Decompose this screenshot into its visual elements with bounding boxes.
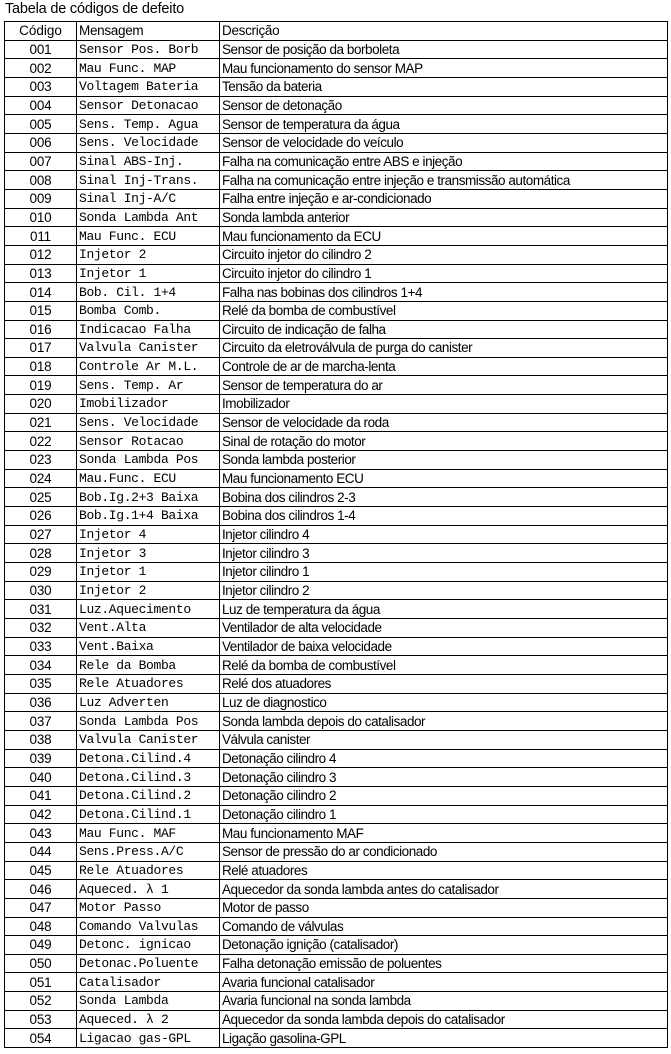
cell-message: Sinal Inj-A/C: [77, 189, 220, 208]
cell-code: 011: [5, 227, 77, 246]
table-row: [5, 786, 668, 805]
table-row: [5, 544, 668, 563]
table-row: [5, 376, 668, 395]
table-row: [5, 451, 668, 470]
cell-message: Catalisador: [77, 973, 220, 992]
table-row: [5, 824, 668, 843]
header-description: Descrição: [220, 22, 668, 41]
cell-code: 010: [5, 208, 77, 227]
table-row: [5, 432, 668, 451]
cell-code: 054: [5, 1029, 77, 1048]
cell-code: 025: [5, 488, 77, 507]
cell-code: 021: [5, 413, 77, 432]
cell-message: Detona.Cilind.3: [77, 768, 220, 787]
cell-code: 043: [5, 824, 77, 843]
table-row: [5, 395, 668, 414]
cell-code: 042: [5, 805, 77, 824]
cell-message: Imobilizador: [77, 395, 220, 414]
table-row: [5, 563, 668, 582]
table-row: [5, 413, 668, 432]
cell-code: 003: [5, 77, 77, 96]
cell-description: Sonda lambda depois do catalisador: [220, 712, 668, 731]
cell-description: Luz de diagnostico: [220, 693, 668, 712]
cell-code: 050: [5, 954, 77, 973]
cell-code: 047: [5, 898, 77, 917]
cell-message: Bob.Ig.2+3 Baixa: [77, 488, 220, 507]
cell-code: 026: [5, 507, 77, 526]
cell-code: 030: [5, 581, 77, 600]
cell-message: Injetor 1: [77, 264, 220, 283]
cell-description: Injetor cilindro 4: [220, 525, 668, 544]
table-row: [5, 749, 668, 768]
cell-description: Circuito da eletroválvula de purga do canister: [220, 339, 668, 358]
table-body: [5, 40, 668, 1047]
cell-code: 018: [5, 357, 77, 376]
cell-code: 005: [5, 115, 77, 134]
cell-message: Vent.Alta: [77, 619, 220, 638]
table-row: [5, 208, 668, 227]
cell-description: Sensor de temperatura do ar: [220, 376, 668, 395]
cell-description: Falha detonação emissão de poluentes: [220, 954, 668, 973]
table-row: [5, 600, 668, 619]
cell-description: Sonda lambda anterior: [220, 208, 668, 227]
table-row: [5, 77, 668, 96]
cell-message: Luz Adverten: [77, 693, 220, 712]
cell-description: Relé da bomba de combustível: [220, 656, 668, 675]
cell-code: 052: [5, 992, 77, 1011]
cell-description: Sensor de detonação: [220, 96, 668, 115]
cell-description: Detonação cilindro 2: [220, 786, 668, 805]
cell-description: Bobina dos cilindros 1-4: [220, 507, 668, 526]
cell-message: Sensor Rotacao: [77, 432, 220, 451]
table-row: [5, 301, 668, 320]
cell-message: Mau Func. ECU: [77, 227, 220, 246]
cell-description: Sonda lambda posterior: [220, 451, 668, 470]
cell-description: Detonação ignição (catalisador): [220, 936, 668, 955]
cell-message: Aqueced. λ 1: [77, 880, 220, 899]
cell-description: Sensor de pressão do ar condicionado: [220, 842, 668, 861]
cell-description: Ligação gasolina-GPL: [220, 1029, 668, 1048]
cell-description: Sensor de temperatura da água: [220, 115, 668, 134]
cell-message: Mau Func. MAF: [77, 824, 220, 843]
cell-description: Sensor de velocidade do veículo: [220, 133, 668, 152]
cell-message: Mau Func. MAP: [77, 59, 220, 78]
table-row: [5, 619, 668, 638]
cell-description: Relé atuadores: [220, 861, 668, 880]
table-row: [5, 96, 668, 115]
cell-code: 032: [5, 619, 77, 638]
cell-description: Falha entre injeção e ar-condicionado: [220, 189, 668, 208]
cell-message: Bomba Comb.: [77, 301, 220, 320]
cell-message: Sinal ABS-Inj.: [77, 152, 220, 171]
cell-message: Ligacao gas-GPL: [77, 1029, 220, 1048]
table-row: [5, 245, 668, 264]
cell-message: Injetor 2: [77, 245, 220, 264]
table-row: [5, 954, 668, 973]
table-row: [5, 656, 668, 675]
table-row: [5, 1010, 668, 1029]
cell-message: Rele Atuadores: [77, 674, 220, 693]
cell-description: Falha nas bobinas dos cilindros 1+4: [220, 283, 668, 302]
cell-code: 027: [5, 525, 77, 544]
table-row: [5, 40, 668, 59]
cell-code: 017: [5, 339, 77, 358]
cell-description: Mau funcionamento do sensor MAP: [220, 59, 668, 78]
cell-message: Sonda Lambda Pos: [77, 712, 220, 731]
cell-code: 023: [5, 451, 77, 470]
table-row: [5, 357, 668, 376]
cell-code: 002: [5, 59, 77, 78]
cell-description: Controle de ar de marcha-lenta: [220, 357, 668, 376]
cell-description: Luz de temperatura da água: [220, 600, 668, 619]
cell-message: Comando Valvulas: [77, 917, 220, 936]
cell-message: Controle Ar M.L.: [77, 357, 220, 376]
cell-description: Bobina dos cilindros 2-3: [220, 488, 668, 507]
cell-code: 028: [5, 544, 77, 563]
table-row: [5, 507, 668, 526]
cell-message: Sonda Lambda Pos: [77, 451, 220, 470]
table-row: [5, 264, 668, 283]
table-row: [5, 861, 668, 880]
cell-message: Sonda Lambda Ant: [77, 208, 220, 227]
cell-code: 044: [5, 842, 77, 861]
table-row: [5, 152, 668, 171]
table-row: [5, 133, 668, 152]
cell-code: 040: [5, 768, 77, 787]
cell-code: 009: [5, 189, 77, 208]
cell-code: 029: [5, 563, 77, 582]
cell-code: 038: [5, 730, 77, 749]
cell-description: Mau funcionamento MAF: [220, 824, 668, 843]
cell-description: Sensor de posição da borboleta: [220, 40, 668, 59]
cell-description: Circuito de indicação de falha: [220, 320, 668, 339]
cell-description: Avaria funcional catalisador: [220, 973, 668, 992]
cell-code: 007: [5, 152, 77, 171]
cell-message: Sinal Inj-Trans.: [77, 171, 220, 190]
cell-description: Tensão da bateria: [220, 77, 668, 96]
cell-message: Sens. Velocidade: [77, 133, 220, 152]
cell-description: Imobilizador: [220, 395, 668, 414]
cell-description: Detonação cilindro 3: [220, 768, 668, 787]
table-row: [5, 693, 668, 712]
cell-code: 035: [5, 674, 77, 693]
cell-description: Sensor de velocidade da roda: [220, 413, 668, 432]
table-row: [5, 898, 668, 917]
cell-message: Bob.Ig.1+4 Baixa: [77, 507, 220, 526]
cell-description: Injetor cilindro 2: [220, 581, 668, 600]
table-row: [5, 339, 668, 358]
cell-code: 001: [5, 40, 77, 59]
cell-message: Sens. Temp. Agua: [77, 115, 220, 134]
cell-code: 051: [5, 973, 77, 992]
cell-description: Falha na comunicação entre ABS e injeção: [220, 152, 668, 171]
cell-code: 041: [5, 786, 77, 805]
table-row: [5, 880, 668, 899]
table-row: [5, 115, 668, 134]
cell-description: Mau funcionamento ECU: [220, 469, 668, 488]
table-row: [5, 768, 668, 787]
cell-code: 014: [5, 283, 77, 302]
fault-codes-table: [4, 21, 668, 1048]
table-row: [5, 525, 668, 544]
cell-message: Rele Atuadores: [77, 861, 220, 880]
table-row: [5, 283, 668, 302]
cell-code: 006: [5, 133, 77, 152]
cell-code: 049: [5, 936, 77, 955]
cell-message: Luz.Aquecimento: [77, 600, 220, 619]
cell-code: 036: [5, 693, 77, 712]
cell-message: Sens.Press.A/C: [77, 842, 220, 861]
cell-message: Detonc. ignicao: [77, 936, 220, 955]
cell-code: 045: [5, 861, 77, 880]
cell-message: Valvula Canister: [77, 339, 220, 358]
table-row: [5, 488, 668, 507]
cell-message: Aqueced. λ 2: [77, 1010, 220, 1029]
cell-message: Sens. Temp. Ar: [77, 376, 220, 395]
cell-message: Sonda Lambda: [77, 992, 220, 1011]
table-row: [5, 936, 668, 955]
table-header-row: [5, 22, 668, 41]
cell-code: 046: [5, 880, 77, 899]
cell-code: 039: [5, 749, 77, 768]
table-row: [5, 227, 668, 246]
cell-code: 020: [5, 395, 77, 414]
cell-description: Relé dos atuadores: [220, 674, 668, 693]
table-row: [5, 674, 668, 693]
cell-message: Injetor 1: [77, 563, 220, 582]
cell-message: Vent.Baixa: [77, 637, 220, 656]
cell-message: Injetor 2: [77, 581, 220, 600]
cell-description: Aquecedor da sonda lambda depois do catalisador: [220, 1010, 668, 1029]
cell-message: Motor Passo: [77, 898, 220, 917]
cell-code: 004: [5, 96, 77, 115]
cell-description: Injetor cilindro 3: [220, 544, 668, 563]
table-row: [5, 1029, 668, 1048]
cell-code: 024: [5, 469, 77, 488]
cell-description: Comando de válvulas: [220, 917, 668, 936]
table-row: [5, 730, 668, 749]
cell-code: 012: [5, 245, 77, 264]
table-row: [5, 917, 668, 936]
cell-code: 016: [5, 320, 77, 339]
cell-message: Sens. Velocidade: [77, 413, 220, 432]
table-row: [5, 992, 668, 1011]
table-row: [5, 189, 668, 208]
cell-message: Voltagem Bateria: [77, 77, 220, 96]
cell-code: 031: [5, 600, 77, 619]
cell-description: Avaria funcional na sonda lambda: [220, 992, 668, 1011]
table-title: Tabela de códigos de defeito: [5, 1, 185, 17]
cell-code: 019: [5, 376, 77, 395]
cell-code: 008: [5, 171, 77, 190]
cell-description: Mau funcionamento da ECU: [220, 227, 668, 246]
cell-message: Detona.Cilind.1: [77, 805, 220, 824]
cell-description: Detonação cilindro 1: [220, 805, 668, 824]
table-row: [5, 842, 668, 861]
cell-code: 013: [5, 264, 77, 283]
cell-message: Indicacao Falha: [77, 320, 220, 339]
cell-description: Relé da bomba de combustível: [220, 301, 668, 320]
cell-message: Detona.Cilind.4: [77, 749, 220, 768]
table-row: [5, 59, 668, 78]
cell-description: Detonação cilindro 4: [220, 749, 668, 768]
cell-code: 022: [5, 432, 77, 451]
table-row: [5, 581, 668, 600]
cell-message: Sensor Detonacao: [77, 96, 220, 115]
cell-message: Rele da Bomba: [77, 656, 220, 675]
cell-description: Sinal de rotação do motor: [220, 432, 668, 451]
table-row: [5, 320, 668, 339]
cell-code: 033: [5, 637, 77, 656]
cell-description: Circuito injetor do cilindro 1: [220, 264, 668, 283]
cell-message: Sensor Pos. Borb: [77, 40, 220, 59]
cell-description: Aquecedor da sonda lambda antes do catalisador: [220, 880, 668, 899]
cell-message: Detonac.Poluente: [77, 954, 220, 973]
cell-description: Falha na comunicação entre injeção e transmissão automática: [220, 171, 668, 190]
cell-description: Motor de passo: [220, 898, 668, 917]
cell-description: Circuito injetor do cilindro 2: [220, 245, 668, 264]
cell-message: Valvula Canister: [77, 730, 220, 749]
table-row: [5, 469, 668, 488]
table-row: [5, 805, 668, 824]
cell-message: Injetor 4: [77, 525, 220, 544]
cell-message: Bob. Cil. 1+4: [77, 283, 220, 302]
cell-description: Ventilador de alta velocidade: [220, 619, 668, 638]
cell-code: 015: [5, 301, 77, 320]
table-row: [5, 973, 668, 992]
table-row: [5, 637, 668, 656]
cell-message: Detona.Cilind.2: [77, 786, 220, 805]
cell-message: Injetor 3: [77, 544, 220, 563]
cell-code: 053: [5, 1010, 77, 1029]
cell-description: Injetor cilindro 1: [220, 563, 668, 582]
table-row: [5, 171, 668, 190]
cell-message: Mau.Func. ECU: [77, 469, 220, 488]
cell-code: 037: [5, 712, 77, 731]
cell-code: 034: [5, 656, 77, 675]
cell-description: Ventilador de baixa velocidade: [220, 637, 668, 656]
cell-code: 048: [5, 917, 77, 936]
cell-description: Válvula canister: [220, 730, 668, 749]
header-message: Mensagem: [77, 22, 220, 41]
header-code: Código: [5, 22, 77, 41]
table-row: [5, 712, 668, 731]
